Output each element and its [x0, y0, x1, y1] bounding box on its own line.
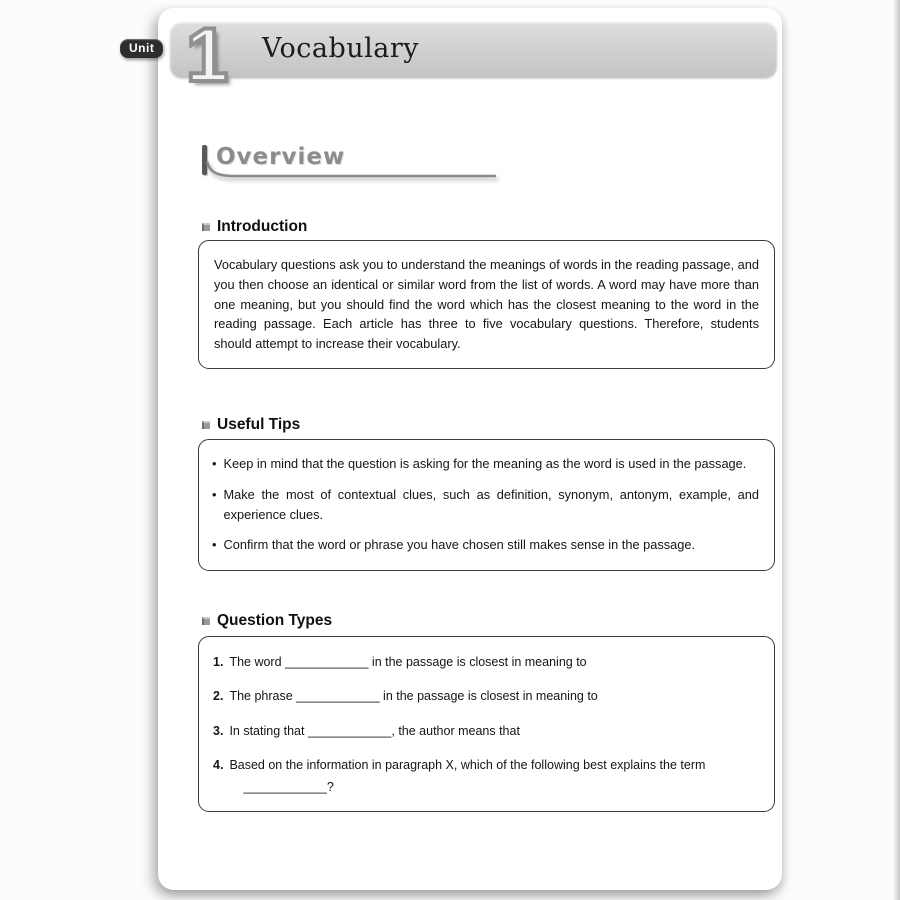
question-number: 2. — [213, 689, 224, 704]
unit-number: 1 — [186, 13, 229, 98]
tip-text: Keep in mind that the question is asking for the meaning as the word is used in the passage. — [223, 456, 747, 471]
section-heading-introduction — [202, 218, 307, 236]
bullet-icon: • — [212, 456, 217, 471]
tip-item — [212, 535, 759, 555]
question-item — [213, 756, 758, 797]
square-bullet-icon — [202, 617, 210, 625]
question-text: In stating that ____________, the author means that — [229, 723, 520, 738]
question-text: The phrase ____________ in the passage is closest in meaning to — [229, 689, 598, 704]
square-bullet-icon — [202, 421, 210, 429]
section-heading-useful-tips — [202, 416, 300, 434]
section-heading-question-types — [202, 612, 332, 630]
question-text-line2: ____________? — [243, 779, 334, 794]
photo-edge-shadow — [894, 0, 900, 900]
useful-tips-box — [198, 439, 775, 571]
tip-item — [212, 454, 759, 474]
overview-label: Overview — [216, 144, 346, 170]
question-types-box — [198, 636, 775, 812]
introduction-paragraph: Vocabulary questions ask you to understand the meanings of words in the reading passage, and you then choose an identical or similar word from the list of words. A word may have more than one meaning, but you should find the word which has the closest meaning to the word in the reading passage. Each article has three to five vocabulary questions. Therefore, students should attempt to increase their vocabulary. — [214, 257, 759, 352]
question-number: 1. — [213, 655, 224, 669]
question-text — [229, 756, 705, 797]
question-number: 3. — [213, 723, 224, 738]
section-heading-label: Introduction — [217, 218, 308, 235]
overview-tab — [202, 144, 345, 175]
section-heading-label: Useful Tips — [217, 416, 301, 433]
question-item — [213, 653, 758, 672]
unit-badge: Unit — [120, 39, 163, 58]
question-item — [213, 722, 758, 741]
bullet-icon: • — [212, 537, 217, 553]
section-heading-label: Question Types — [217, 612, 333, 629]
tip-text: Confirm that the word or phrase you have chosen still makes sense in the passage. — [223, 537, 696, 553]
overview-underline-icon — [204, 160, 500, 182]
tip-item — [212, 485, 759, 525]
question-item — [213, 687, 758, 706]
unit-title: Vocabulary — [262, 33, 420, 64]
introduction-box — [198, 240, 775, 369]
square-bullet-icon — [202, 223, 210, 231]
unit-title-bar — [170, 22, 777, 78]
book-page — [158, 8, 782, 890]
question-number: 4. — [213, 758, 224, 773]
question-text-line1: Based on the information in paragraph X, which of the following best explains the term — [229, 758, 706, 773]
tip-text: Make the most of contextual clues, such as definition, synonym, antonym, example, and experience clues. — [223, 486, 759, 522]
bullet-icon: • — [212, 486, 217, 502]
question-text: The word ____________ in the passage is closest in meaning to — [229, 655, 587, 669]
